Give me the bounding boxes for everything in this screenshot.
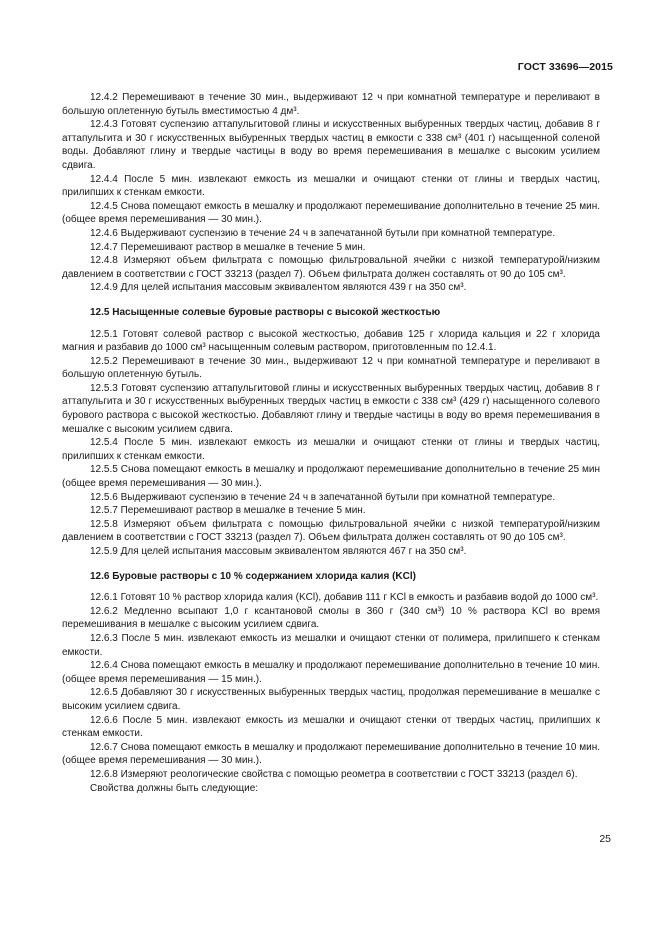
paragraph-12-5-1: 12.5.1 Готовят солевой раствор с высокой жесткостью, добавив 125 г хлорида кальция и 22 г хлорида магния и разбавив до 1000 см³ насыщенным солевым раствором, приготовленным по 12.4.1. xyxy=(62,328,600,354)
paragraph-12-6-5: 12.6.5 Добавляют 30 г искусственных выбуренных твердых частиц, продолжая перемешивание в мешалке с высоким усилием сдвига. xyxy=(62,687,600,712)
paragraph-properties-intro: Свойства должны быть следующие: xyxy=(90,782,259,794)
paragraph-12-4-2: 12.4.2 Перемешивают в течение 30 мин., выдерживают 12 ч при комнатной температуре и переливают в большую оплетенную бутыль вместимостью 4 дм³. xyxy=(62,92,600,117)
paragraph-12-4-5: 12.4.5 Снова помещают емкость в мешалку и продолжают перемешивание дополнительно в течение 25 мин. (общее время перемешивания — 30 мин.). xyxy=(62,200,600,226)
paragraph-12-4-4: 12.4.4 После 5 мин. извлекают емкость из мешалки и очищают стенки от глины и твердых частиц, прилипших к стенкам емкости. xyxy=(62,173,600,199)
paragraph-12-5-8: 12.5.8 Измеряют объем фильтрата с помощью фильтровальной ячейки с низкой температурой/низким давлением в соответствии с ГОСТ 33213 (раздел 7). Объем фильтрата должен составлять от 90 до 105 см³. xyxy=(62,518,600,544)
paragraph-12-4-9: 12.4.9 Для целей испытания массовым эквивалентом являются 439 г на 350 см³. xyxy=(90,282,467,294)
section-12-4 xyxy=(62,91,600,295)
paragraph-12-6-1: 12.6.1 Готовят 10 % раствор хлорида калия (KCl), добавив 111 г KCl в емкость и разбавив водой до 1000 см³. xyxy=(90,592,599,604)
paragraph-12-4-3: 12.4.3 Готовят суспензию аттапульгитовой глины и искусственных выбуренных твердых частиц, добавив 8 г аттапульгита и 30 г искусственных выбуренных твердых частиц в емкости с 338 см³ (401 г) насыщенной соленой воды. Добавляют глину и твердые частицы в воду во время перемешивания в мешалке с высоким усилием сдвига. xyxy=(62,119,600,171)
paragraph-12-6-6: 12.6.6 После 5 мин. извлекают емкость из мешалки и очищают стенки от твердых частиц, прилипших к стенкам емкости. xyxy=(62,714,600,740)
section-12-6 xyxy=(62,570,600,796)
paragraph-12-5-3: 12.5.3 Готовят суспензию аттапульгитовой глины и искусственных выбуренных твердых частиц, добавив 8 г аттапульгита и 30 г искусственных выбуренных твердых частиц в емкости с 338 см³ (429 г) насыщенного солевого бурового раствора с высокой жесткостью. Добавляют глину и твердые частицы в воду во время перемешивания в мешалке с высоким усилием сдвига. xyxy=(62,382,600,435)
section-heading-12-6: 12.6 Буровые растворы с 10 % содержанием хлорида калия (KCl) xyxy=(90,570,416,582)
paragraph-12-4-6: 12.4.6 Выдерживают суспензию в течение 24 ч в запечатанной бутыли при комнатной температуре. xyxy=(90,227,556,239)
paragraph-12-5-9: 12.5.9 Для целей испытания массовым эквивалентом являются 467 г на 350 см³. xyxy=(90,546,467,557)
paragraph-12-5-6: 12.5.6 Выдерживают суспензию в течение 24 ч в запечатанной бутыли при комнатной температуре. xyxy=(90,491,556,503)
document-code: ГОСТ 33696—2015 xyxy=(517,61,613,73)
paragraph-12-6-8: 12.6.8 Измеряют реологические свойства с помощью реометра в соответствии с ГОСТ 33213 (раздел 6). xyxy=(90,768,578,780)
paragraph-12-6-2: 12.6.2 Медленно всыпают 1,0 г ксантановой смолы в 360 г (340 см³) 10 % раствора KCl во время перемешивания в мешалке с высоким усилием сдвига. xyxy=(62,605,600,631)
paragraph-12-6-7: 12.6.7 Снова помещают емкость в мешалку и продолжают перемешивание дополнительно в течение 10 мин. (общее время перемешивания — 30 мин.). xyxy=(62,741,600,767)
paragraph-12-5-2: 12.5.2 Перемешивают в течение 30 мин., выдерживают 12 ч при комнатной температуре и переливают в большую оплетенную бутыль. xyxy=(62,355,600,381)
section-12-5 xyxy=(62,306,600,559)
paragraph-12-6-4: 12.6.4 Снова помещают емкость в мешалку и продолжают перемешивание дополнительно в течение 10 мин. (общее время перемешивания — 15 мин.). xyxy=(62,660,600,685)
section-heading-12-5: 12.5 Насыщенные солевые буровые растворы с высокой жесткостью xyxy=(90,306,441,318)
paragraph-12-6-3: 12.6.3 После 5 мин. извлекают емкость из мешалки и очищают стенки от полимера, прилипшего к стенкам емкости. xyxy=(62,632,600,658)
paragraph-12-5-5: 12.5.5 Снова помещают емкость в мешалку и продолжают перемешивание дополнительно в течение 25 мин (общее время перемешивания — 30 мин.). xyxy=(62,464,600,490)
page-number: 25 xyxy=(599,833,611,845)
document-body xyxy=(62,91,600,795)
paragraph-12-5-4: 12.5.4 После 5 мин. извлекают емкость из мешалки и очищают стенки от глины и твердых частиц, прилипших к стенкам емкости. xyxy=(62,437,600,462)
paragraph-12-4-7: 12.4.7 Перемешивают раствор в мешалке в течение 5 мин. xyxy=(90,241,366,253)
paragraph-12-5-7: 12.5.7 Перемешивают раствор в мешалке в течение 5 мин. xyxy=(90,505,366,517)
paragraph-12-4-8: 12.4.8 Измеряют объем фильтрата с помощью фильтровальной ячейки с низкой температурой/низким давлением в соответствии с ГОСТ 33213 (раздел 7). Объем фильтрата должен составлять от 90 до 105 см³. xyxy=(62,255,600,280)
